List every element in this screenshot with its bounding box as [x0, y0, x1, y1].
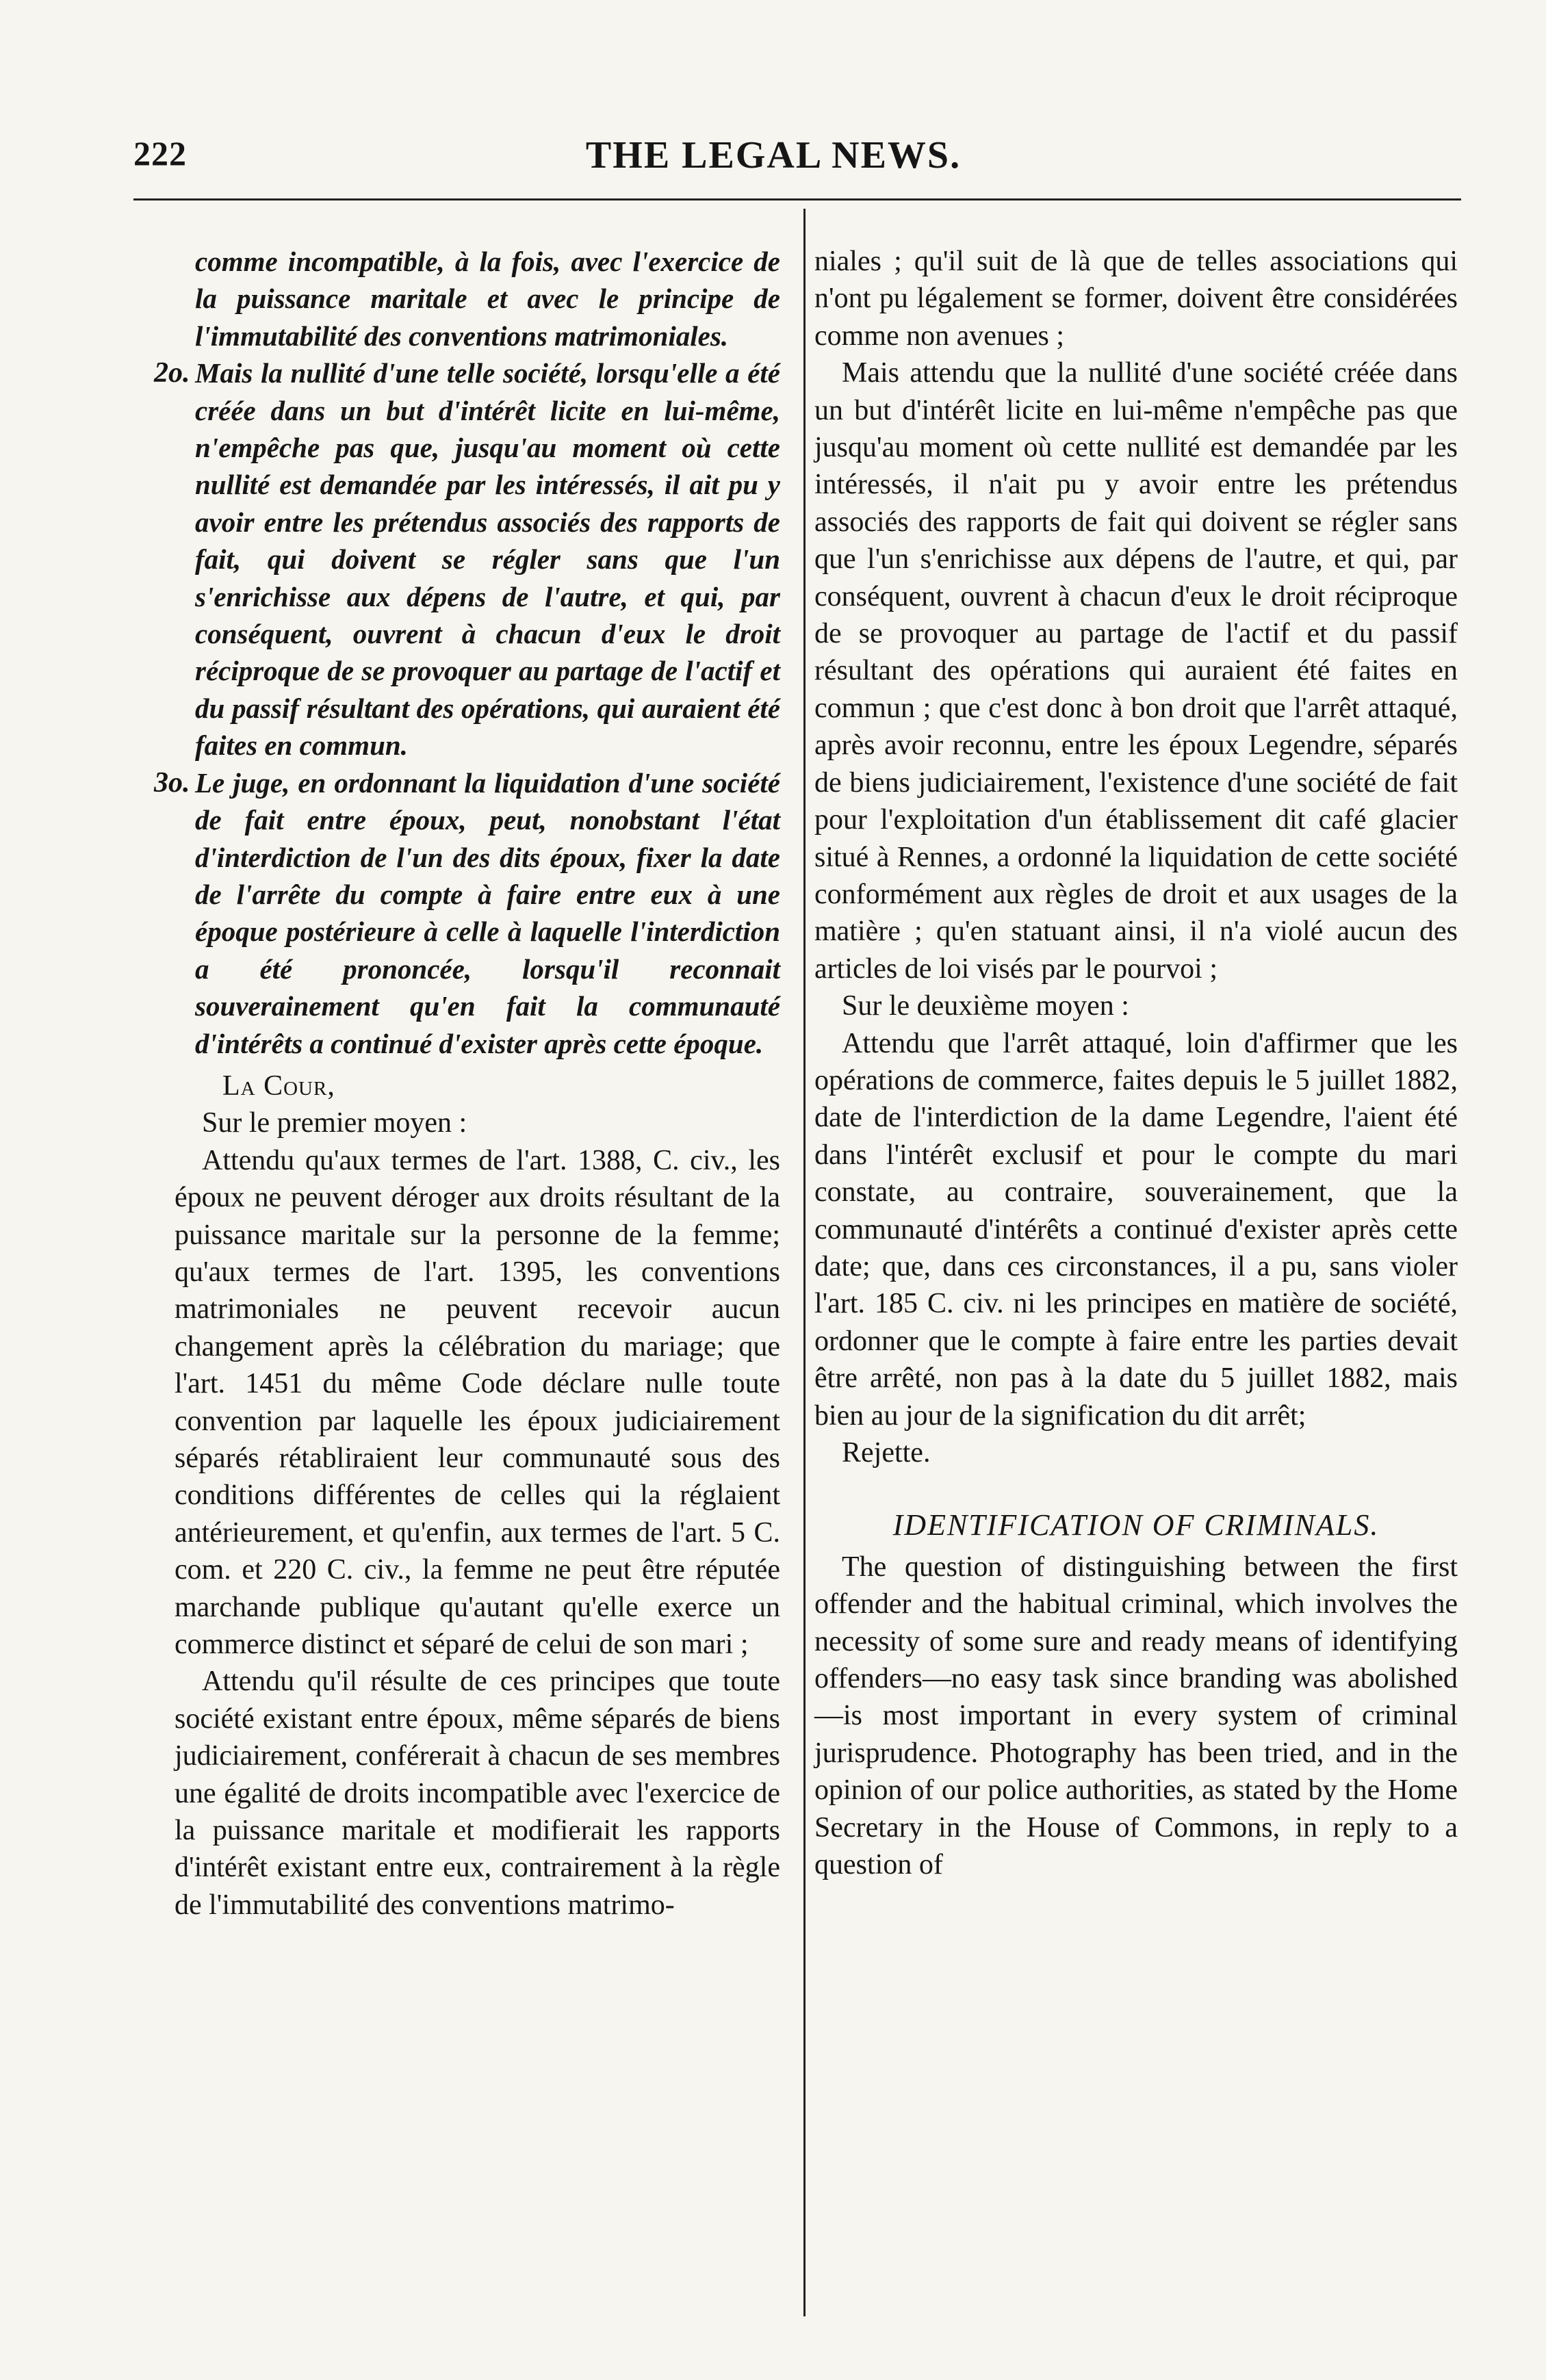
page-header: [133, 133, 1413, 195]
second-moyen-heading: Sur le deuxième moyen :: [842, 990, 1129, 1022]
syllabus: [154, 243, 780, 1062]
syllabus-item: [154, 764, 780, 1062]
syllabus-item-number: 3o.: [154, 766, 190, 799]
court-heading: La Cour,: [222, 1070, 335, 1102]
paragraph: Attendu qu'il résulte de ces principes que toute société existant entre époux, même séparés de biens judiciairement, conférerait à chacun de ses membres une égalité de droits incompatible avec l'exercice de la puissance maritale et modifierait les rapports d'intérêt existant entre eux, contrairement à la règle de l'immutabilité des conventions matrimo-: [175, 1666, 780, 1921]
paragraph: Mais attendu que la nullité d'une société créée dans un but d'intérêt licite en lui-même n'empêche pas que jusqu'au moment où cette nullité est demandée par les intéressés, il n'ait pu y avoir entre les prétendus associés des rapports de fait qui doivent se régler sans que l'un s'enrichisse aux dépens de l'autre, et qui, par conséquent, ouvrent à chacun d'eux le droit réciproque de se provoquer au partage de l'actif et du passif résultant des opérations qui auraient été faites en commun ; que c'est donc à bon droit que l'arrêt attaqué, après avoir reconnu, entre les époux Legendre, séparés de biens judiciairement, l'existence d'une société de fait pour l'exploitation d'un établissement dit café glacier situé à Rennes, a ordonné la liquidation de cette société conformément aux règles de droit et aux usages de la matière ; qu'en statuant ainsi, il n'a violé aucun des articles de loi visés par le pourvoi ;: [814, 357, 1458, 985]
paragraph: Attendu qu'aux termes de l'art. 1388, C. civ., les époux ne peuvent déroger aux droits résultant de la puissance maritale sur la personne de la femme; qu'aux termes de l'art. 1395, les conventions matrimoniales ne peuvent recevoir aucun changement après la célébration du mariage; que l'art. 1451 du même Code déclare nulle toute convention par laquelle les époux judiciairement séparés rétabliraient leur communauté sous des conditions différentes de celles qui la réglaient antérieurement, et qu'enfin, aux termes de l'art. 5 C. com. et 220 C. civ., la femme ne peut être réputée marchande publique qu'autant qu'elle exerce un commerce distinct et séparé de celui de son mari ;: [175, 1144, 780, 1661]
column-divider: [803, 209, 806, 2316]
syllabus-item: [154, 354, 780, 764]
syllabus-intro: comme incompatible, à la fois, avec l'exercice de la puissance maritale et avec le principe de l'immutabilité des conventions matrimoniales.: [195, 246, 780, 352]
running-title: THE LEGAL NEWS.: [585, 134, 962, 177]
right-column: [814, 243, 1458, 1883]
rejette-line: Rejette.: [842, 1437, 931, 1469]
left-column: [154, 243, 780, 1924]
syllabus-item-number: 2o.: [154, 357, 190, 389]
article-heading: IDENTIFICATION OF CRIMINALS.: [892, 1508, 1380, 1542]
header-rule: [133, 198, 1461, 201]
first-moyen-heading: Sur le premier moyen :: [202, 1107, 467, 1139]
syllabus-item-text: Mais la nullité d'une telle société, lorsqu'elle a été créée dans un but d'intérêt licite en lui-même, n'empêche pas que, jusqu'au moment où cette nullité est demandée par les intéressés, il ait pu y avoir entre les prétendus associés des rapports de fait, qui doivent se régler sans que l'un s'enrichisse aux dépens de l'autre, et qui, par conséquent, ouvrent à chacun d'eux le droit réciproque de se provoquer au partage de l'actif et du passif résultant des opérations, qui auraient été faites en commun.: [195, 357, 780, 762]
paragraph-continuation: niales ; qu'il suit de là que de telles associations qui n'ont pu légalement se former, doivent être considérées comme non avenues ;: [814, 246, 1458, 352]
paragraph: Attendu que l'arrêt attaqué, loin d'affirmer que les opérations de commerce, faites depuis le 5 juillet 1882, date de l'interdiction de la dame Legendre, l'aient été dans l'intérêt exclusif et pour le compte du mari constate, au contraire, souverainement, que la communauté d'intérêts a continué d'exister après cette date; que, dans ces circonstances, il a pu, sans violer l'art. 185 C. civ. ni les principes en matière de société, ordonner que le compte à faire entre les parties devait être arrêté, non pas à la date du 5 juillet 1882, mais bien au jour de la signification du dit arrêt;: [814, 1027, 1458, 1432]
article-paragraph: The question of distinguishing between the first offender and the habitual criminal, which involves the necessity of some sure and ready means of identifying offenders—no easy task since branding was abolished—is most important in every system of criminal jurisprudence. Photography has been tried, and in the opinion of our police authorities, as stated by the Home Secretary in the House of Commons, in reply to a question of: [814, 1551, 1458, 1881]
syllabus-item-text: Le juge, en ordonnant la liquidation d'une société de fait entre époux, peut, nonobstant l'état d'interdiction de l'un des dits époux, fixer la date de l'arrête du compte à faire entre eux à une époque postérieure à celle à laquelle l'interdiction a été prononcée, lorsqu'il reconnait souverainement qu'en fait la communauté d'intérêts a continué d'exister après cette époque.: [195, 766, 780, 1059]
page-number: 222: [133, 134, 187, 172]
